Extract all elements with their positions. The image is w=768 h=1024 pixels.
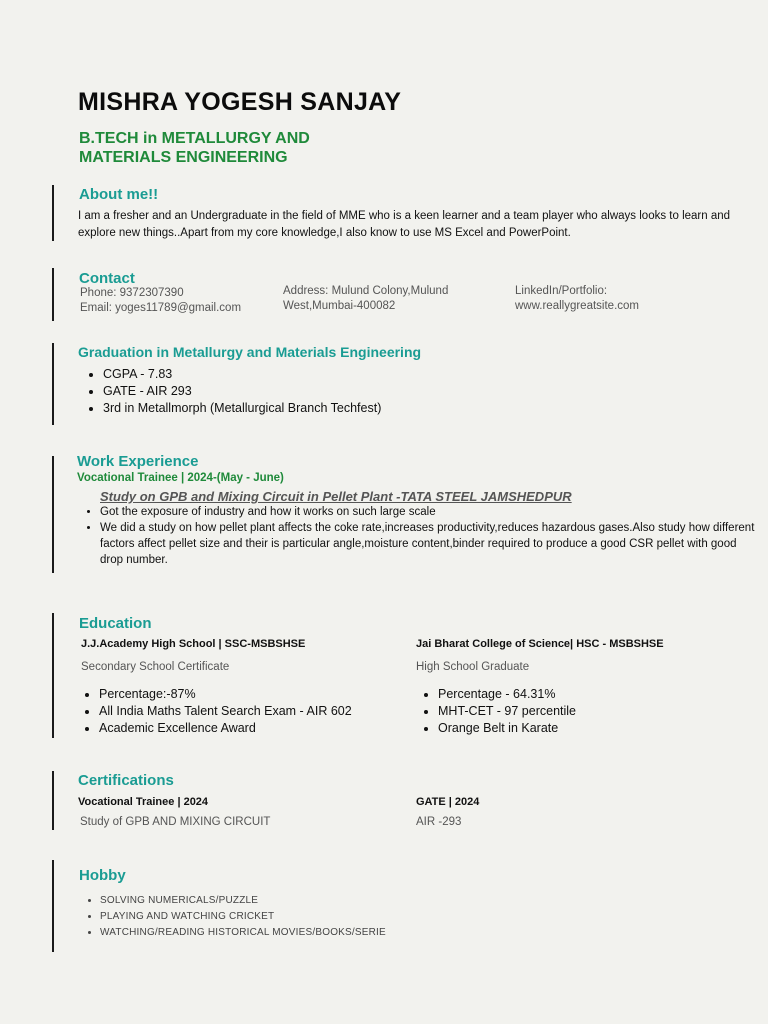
work-title: Work Experience xyxy=(77,453,199,470)
graduation-list xyxy=(83,366,381,417)
address-line-1: Address: Mulund Colony,Mulund xyxy=(283,285,449,297)
graduation-title: Graduation in Metallurgy and Materials Engineering xyxy=(78,344,422,360)
hobby-list xyxy=(78,893,386,941)
list-item: • Academic Excellence Award xyxy=(99,720,352,737)
list-item: • Percentage - 64.31% xyxy=(438,686,576,703)
contact-title: Contact xyxy=(79,270,135,287)
cert-left-head: Vocational Trainee | 2024 xyxy=(78,796,209,808)
about-title: About me!! xyxy=(79,186,159,203)
linkedin-label: LinkedIn/Portfolio: xyxy=(515,285,608,297)
contact-phone-email xyxy=(80,286,241,316)
degree-line-2: MATERIALS ENGINEERING xyxy=(79,149,288,166)
list-item: • 3rd in Metallmorph (Metallurgical Branch Techfest) xyxy=(103,400,381,417)
hobby-divider xyxy=(52,860,54,952)
certifications-divider xyxy=(52,771,54,830)
education-title: Education xyxy=(79,615,152,632)
list-item: • All India Maths Talent Search Exam - AIR 602 xyxy=(99,703,352,720)
list-item: • SOLVING NUMERICALS/PUZZLE xyxy=(100,893,386,909)
cert-right-head: GATE | 2024 xyxy=(416,796,480,808)
contact-linkedin xyxy=(515,284,639,314)
about-divider xyxy=(52,185,54,241)
contact-divider xyxy=(52,268,54,321)
list-item: • MHT-CET - 97 percentile xyxy=(438,703,576,720)
education-divider xyxy=(52,613,54,738)
linkedin-link[interactable]: www.reallygreatsite.com xyxy=(515,300,639,312)
list-item: • Percentage:-87% xyxy=(99,686,352,703)
email-text: Email: yoges11789@gmail.com xyxy=(80,302,242,314)
certifications-title: Certifications xyxy=(78,772,174,789)
degree-line-1: B.TECH in METALLURGY AND xyxy=(79,130,310,147)
degree-title xyxy=(79,129,399,167)
list-item: • GATE - AIR 293 xyxy=(103,383,381,400)
list-item: • Got the exposure of industry and how it works on such large scale xyxy=(100,504,760,520)
education-right-list xyxy=(418,686,576,737)
list-item: • WATCHING/READING HISTORICAL MOVIES/BOOKS/SERIE xyxy=(100,925,386,941)
hobby-title: Hobby xyxy=(79,867,126,884)
work-list xyxy=(80,504,760,568)
education-right-school: Jai Bharat College of Science| HSC - MSBSHSE xyxy=(416,638,664,650)
contact-address xyxy=(283,284,448,314)
work-project: Study on GPB and Mixing Circuit in Pellet Plant -TATA STEEL JAMSHEDPUR xyxy=(100,489,572,504)
education-left-cert: Secondary School Certificate xyxy=(81,661,230,673)
list-item: • CGPA - 7.83 xyxy=(103,366,381,383)
list-item: • We did a study on how pellet plant affects the coke rate,increases productivity,reduces hazardous gases.Also study how different factors affect pellet size and their is particular angle,moisture content,binder required to produce a good CSR pellet with good drop number. xyxy=(100,520,760,568)
education-right-cert: High School Graduate xyxy=(416,661,530,673)
list-item: • Orange Belt in Karate xyxy=(438,720,576,737)
about-text: I am a fresher and an Undergraduate in the field of MME who is a keen learner and a team player who always looks to learn and explore new things..Apart from my core knowledge,I also know to use MS Excel and PowerPoint. xyxy=(78,210,731,239)
phone-text: Phone: 9372307390 xyxy=(80,287,184,299)
cert-right-sub: AIR -293 xyxy=(416,816,462,828)
work-role: Vocational Trainee | 2024-(May - June) xyxy=(77,472,284,484)
resume-name: MISHRA YOGESH SANJAY xyxy=(78,88,402,116)
cert-left-sub: Study of GPB AND MIXING CIRCUIT xyxy=(80,816,271,828)
graduation-divider xyxy=(52,343,54,425)
address-line-2: West,Mumbai-400082 xyxy=(283,300,396,312)
list-item: • PLAYING AND WATCHING CRICKET xyxy=(100,909,386,925)
work-divider xyxy=(52,456,54,573)
education-left-list xyxy=(79,686,352,737)
education-left-school: J.J.Academy High School | SSC-MSBSHSE xyxy=(81,638,306,650)
